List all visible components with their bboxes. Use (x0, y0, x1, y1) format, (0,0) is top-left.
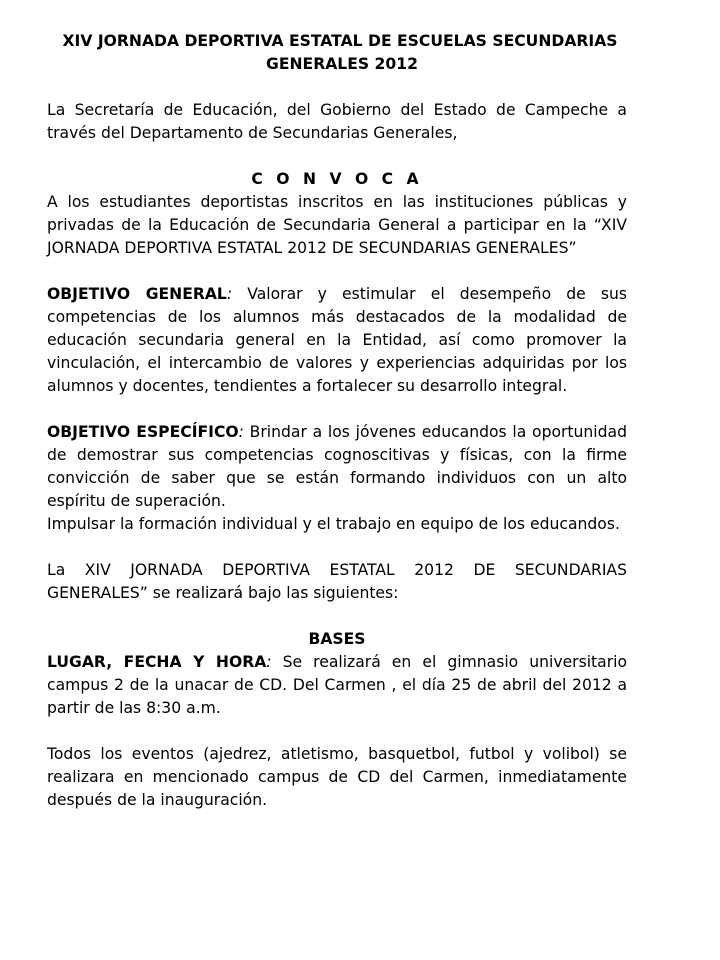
convoca-paragraph: A los estudiantes deportistas inscritos en las instituciones públicas y privadas de la Educación de Secundaria General a participar en la “XIV JORNADA DEPORTIVA ESTATAL 2012 DE SECUNDARIAS GENERALES” (47, 193, 627, 257)
lugar-label: LUGAR, FECHA Y HORA (47, 653, 267, 671)
objetivo-especifico-label: OBJETIVO ESPECÍFICO (47, 423, 239, 441)
document-page (47, 30, 627, 812)
lugar-colon: : (266, 653, 272, 671)
lugar-paragraph (47, 651, 627, 720)
objetivo-general-text: Valorar y estimular el desempeño de sus competencias de los alumnos más destacados de la modalidad de educación secundaria general en la Entidad, así como promover la vinculación, el intercambio de valores y experiencias adquiridas por los alumnos y docentes, tendientes a fortalecer su desarrollo integral. (47, 285, 628, 395)
bases-heading: BASES (308, 630, 366, 648)
objetivo-general-paragraph (47, 283, 627, 398)
title-line-2: GENERALES 2012 (266, 55, 418, 73)
lugar-text: Se realizará en el gimnasio universitario campus 2 de la unacar de CD. Del Carmen , el día 25 de abril del 2012 a partir de las 8:30 a.m. (47, 653, 627, 717)
objetivo-especifico-colon: : (238, 423, 244, 441)
objetivo-especifico-extra: Impulsar la formación individual y el trabajo en equipo de los educandos. (47, 515, 620, 533)
bases-intro-paragraph: La XIV JORNADA DEPORTIVA ESTATAL 2012 DE SECUNDARIAS GENERALES” se realizará bajo las siguientes: (47, 561, 627, 602)
objetivo-especifico-text: Brindar a los jóvenes educandos la oportunidad de demostrar sus competencias cognoscitivas y físicas, con la firme convicción de saber que se están formando individuos con un alto espíritu de superación. (47, 423, 627, 510)
title-line-1: XIV JORNADA DEPORTIVA ESTATAL DE ESCUELAS SECUNDARIAS (62, 32, 618, 50)
intro-paragraph: La Secretaría de Educación, del Gobierno del Estado de Campeche a través del Departamento de Secundarias Generales, (47, 101, 627, 142)
convoca-heading: C O N V O C A (251, 170, 423, 188)
objetivo-general-label: OBJETIVO GENERAL (47, 285, 227, 303)
objetivo-general-colon: : (226, 285, 233, 303)
document-title (47, 30, 627, 76)
eventos-paragraph: Todos los eventos (ajedrez, atletismo, basquetbol, futbol y volibol) se realizara en mencionado campus de CD del Carmen, inmediatamente después de la inauguración. (47, 745, 627, 809)
objetivo-especifico-paragraph (47, 421, 627, 513)
